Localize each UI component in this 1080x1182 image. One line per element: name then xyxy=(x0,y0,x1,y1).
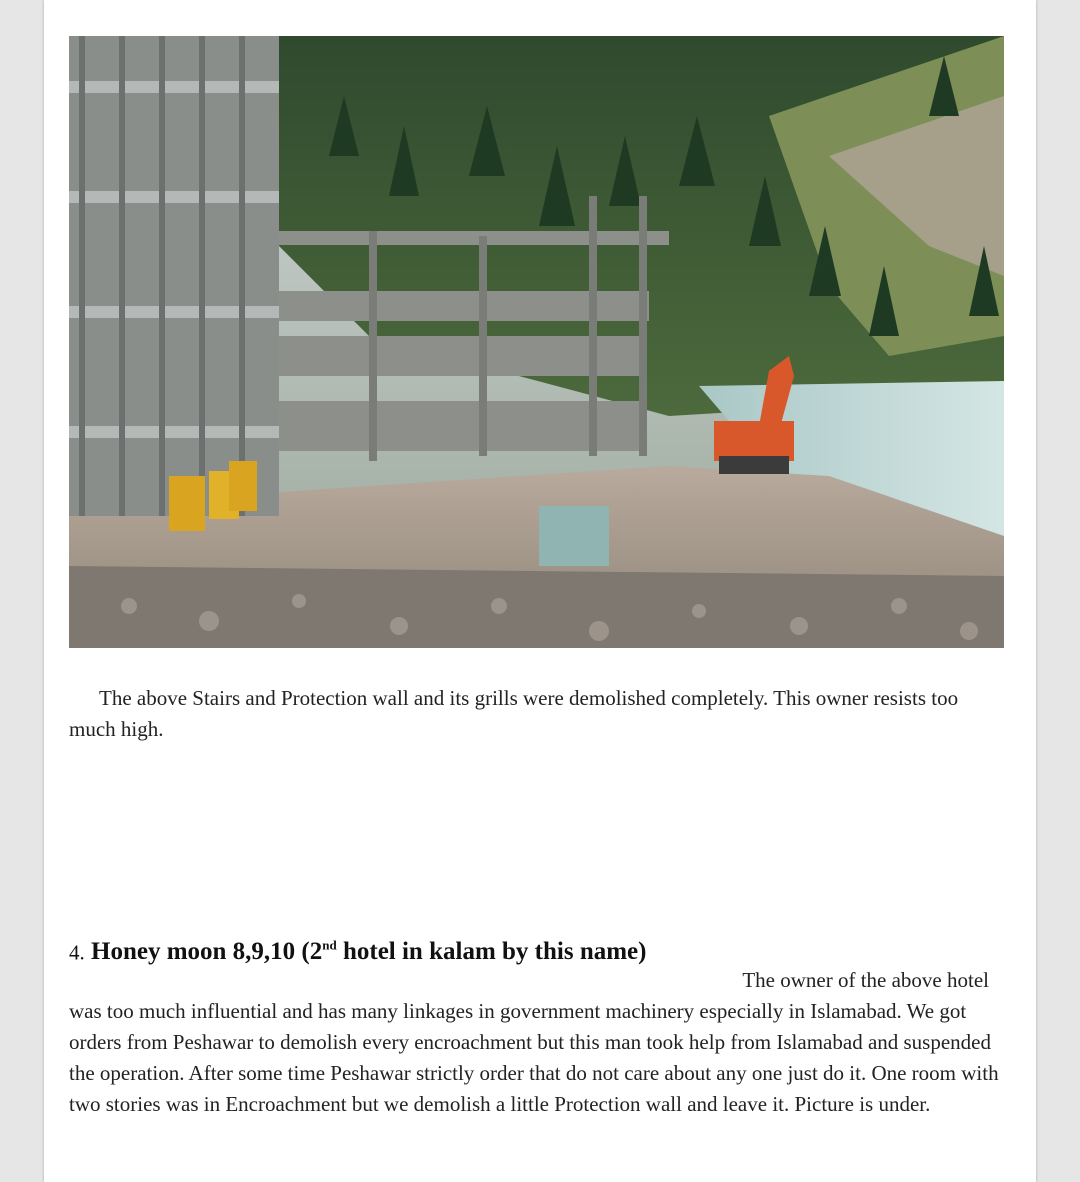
photo-hotel-river xyxy=(69,36,1004,648)
section-title-part2: hotel in kalam by this name) xyxy=(336,938,647,966)
paragraph-lead: The owner of the above hotel xyxy=(742,968,989,992)
photo-caption: The above Stairs and Protection wall and its grills were demolished completely. This owner resists too much high. xyxy=(69,686,959,741)
document-page xyxy=(44,0,1036,1182)
section-number: 4. xyxy=(69,940,85,965)
section-heading xyxy=(69,928,1009,970)
paragraph-body: was too much influential and has many linkages in government machinery especially in Islamabad. We got orders from Peshawar to demolish every encroachment but this man took help from Islamabad and suspended the operation. After some time Peshawar strictly order that do not care about any one just do it. One room with two stories was in Encroachment but we demolish a little Protection wall and leave it. Picture is under. xyxy=(69,999,999,1116)
section-title-part1: Honey moon 8,9,10 (2 xyxy=(91,938,323,966)
body-paragraph xyxy=(69,965,1009,1120)
section-title-sup: nd xyxy=(322,938,337,953)
